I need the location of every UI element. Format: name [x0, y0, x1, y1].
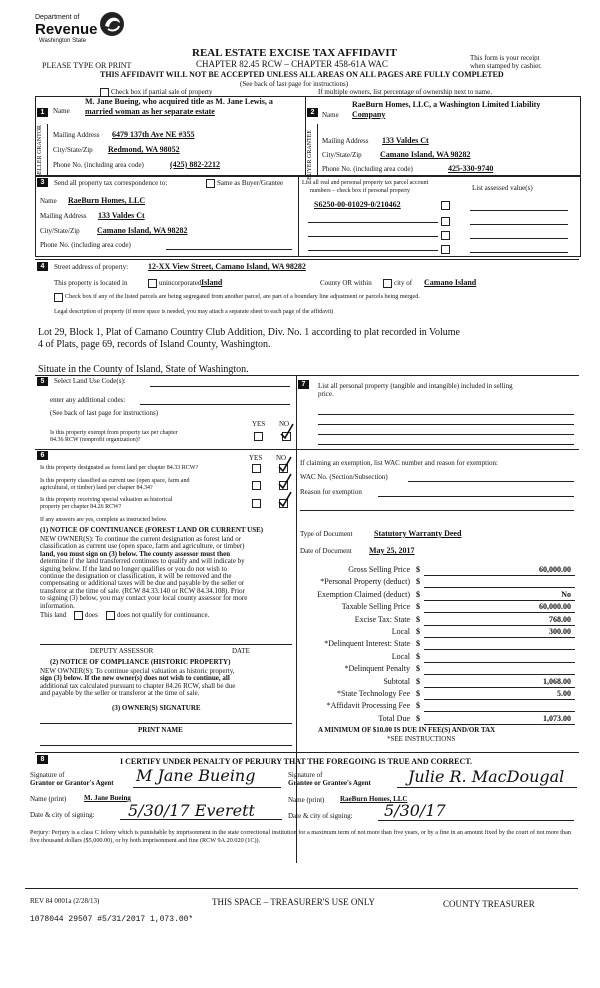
calc-value: 60,000.00 — [539, 602, 571, 612]
grantor-name-label: Name (print) — [30, 795, 67, 803]
grantee-name-label: Name (print) — [288, 796, 325, 804]
continuance-line: transferor at the time of sale. (RCW 84.33.140 or RCW 84.34.108). Prior — [40, 586, 245, 595]
forest-question: Is this property designated as forest land per chapter 84.33 RCW? — [40, 465, 199, 471]
calc-label: Local — [391, 651, 410, 661]
calc-row — [300, 639, 575, 651]
calc-currency: $ — [416, 688, 420, 698]
see-back-note: (See back of last page for instructions) — [240, 80, 349, 88]
seller-side-label: SELLER GRANTOR — [37, 125, 43, 178]
calc-label: *Personal Property (deduct) — [320, 577, 410, 587]
calc-label: *Affidavit Processing Fee — [326, 701, 410, 711]
seller-mailing-label: Mailing Address — [53, 131, 100, 139]
section6-yes-header: YES — [249, 454, 263, 462]
please-type: PLEASE TYPE OR PRINT — [42, 61, 132, 70]
assessor-date-label: DATE — [232, 647, 250, 655]
seller-city-label: City/State/Zip — [53, 146, 93, 154]
see-instructions: *SEE INSTRUCTIONS — [387, 735, 456, 743]
historic-line: additional tax calculated pursuant to chapter 84.26 RCW, shall be due — [40, 681, 236, 690]
buyer-mailing-label: Mailing Address — [322, 137, 369, 145]
buyer-side-label: BUYER GRANTEE — [307, 130, 313, 180]
calc-label: Gross Selling Price — [348, 565, 410, 574]
calc-row — [300, 615, 575, 627]
historic-line: sign (3) below. If the new owner(s) does not wish to continue, all — [40, 674, 230, 683]
county-or-label: County OR within — [320, 279, 372, 287]
current-use-no-check-mark-icon — [277, 473, 293, 490]
grantor-name: M. Jane Bueing — [84, 794, 131, 802]
section-8-badge: 8 — [37, 755, 48, 764]
grantee-name: RaeBurn Homes, LLC — [340, 795, 408, 803]
forest-no-check-mark-icon — [277, 456, 293, 473]
calc-label: *Delinquent Penalty — [344, 664, 410, 674]
calc-row — [300, 701, 575, 713]
exempt-question-1: Is this property exempt from property tax per chapter — [50, 430, 178, 436]
unincorporated-label: unincorporated — [159, 279, 202, 287]
wac-label: WAC No. (Section/Subsection) — [300, 473, 388, 481]
section6-no-header: NO — [276, 454, 287, 462]
buyer-city-label: City/State/Zip — [322, 151, 362, 159]
minimum-due-note: A MINIMUM OF $10.00 IS DUE IN FEE(S) AND/OR TAX — [318, 726, 496, 734]
calc-row — [300, 652, 575, 664]
calc-value: 300.00 — [549, 626, 571, 636]
historic-title: (2) NOTICE OF COMPLIANCE (HISTORIC PROPERTY) — [50, 658, 231, 666]
any-yes-note: If any answers are yes, complete as instructed below. — [40, 517, 168, 523]
street-address: 12-XX View Street, Camano Island, WA 98282 — [148, 262, 306, 271]
legal-line-3: Situate in the County of Island, State of Washington. — [38, 364, 249, 375]
buyer-name-line-2: Company — [352, 110, 386, 119]
agency-line-2: Revenue — [35, 21, 98, 38]
grantee-signature: Julie R. MacDougal — [408, 767, 565, 786]
form-warning: THIS AFFIDAVIT WILL NOT BE ACCEPTED UNLESS ALL AREAS ON ALL PAGES ARE FULLY COMPLETED — [100, 70, 504, 79]
tax-corr-city-label: City/State/Zip — [40, 227, 80, 235]
buyer-phone: 425-330-9740 — [448, 164, 494, 173]
county-value: Island — [201, 278, 223, 287]
city-value: Camano Island — [424, 278, 477, 287]
located-in-label: This property is located in — [54, 279, 128, 287]
calc-label: *State Technology Fee — [336, 688, 410, 698]
city-of-label: city of — [394, 279, 413, 287]
buyer-name-line-1: RaeBurn Homes, LLC, a Washington Limited Liability — [352, 100, 541, 109]
calc-currency: $ — [416, 713, 420, 723]
continuance-line: information. — [40, 601, 75, 610]
grantor-signature: M Jane Bueing — [136, 766, 256, 785]
doc-date-label: Date of Document — [300, 547, 352, 555]
print-name-label: PRINT NAME — [138, 726, 183, 734]
parcel-header-1: List all real and personal property tax parcel account — [302, 180, 429, 186]
land-does-not-checkbox[interactable] — [106, 611, 115, 620]
parcel-personal-checkbox-1[interactable] — [441, 201, 450, 210]
same-as-buyer-label: Same as Buyer/Grantee — [217, 179, 284, 187]
multiple-owners-note: If multiple owners, list percentage of ownership next to name. — [318, 88, 492, 96]
parcel-number: S6250-00-01029-0/210462 — [314, 200, 401, 209]
calc-row — [300, 627, 575, 639]
historic-question-2: property per chapter 84.26 RCW? — [40, 504, 122, 510]
calc-label: Local — [391, 626, 410, 636]
calc-label: Taxable Selling Price — [341, 602, 410, 612]
form-number: REV 84 0001a (2/28/13) — [30, 897, 100, 905]
continuance-line: signing below. If the land no longer qualifies or you do not wish to — [40, 564, 227, 573]
calc-row — [300, 602, 575, 614]
calc-currency: $ — [416, 626, 420, 636]
calc-label: Exemption Claimed (deduct) — [317, 589, 410, 599]
this-land-label: This land — [40, 611, 67, 619]
assessed-header: List assessed value(s) — [472, 184, 533, 192]
grantee-sig-label-2: Grantee or Grantee's Agent — [288, 779, 371, 787]
treasurer-stamp: 1078044 29507 #5/31/2017 1,073.00* — [30, 915, 194, 924]
partial-sale-label: Check box if partial sale of property — [111, 88, 213, 96]
street-label: Street address of property: — [54, 263, 129, 271]
continuance-body — [40, 535, 294, 609]
land-does-checkbox[interactable] — [74, 611, 83, 620]
segregated-checkbox[interactable] — [54, 293, 63, 302]
seller-phone-label: Phone No. (including area code) — [53, 161, 144, 169]
continuance-line: NEW OWNER(S): To continue the current designation as forest land or — [40, 535, 242, 543]
land-does-not-label: does not qualify for continuance. — [117, 611, 210, 619]
calc-currency: $ — [416, 701, 420, 711]
calc-currency: $ — [416, 577, 420, 587]
continuance-line: classification as current use (open space, farm and agriculture, or timber) — [40, 542, 245, 551]
historic-line: NEW OWNER(S): To continue special valuation as historic property, — [40, 667, 235, 675]
calc-row — [300, 590, 575, 602]
section-6-badge: 6 — [37, 451, 48, 460]
doc-type-label: Type of Document — [300, 530, 353, 538]
exemption-label: If claiming an exemption, list WAC number and reason for exemption: — [300, 459, 498, 467]
grantee-date-city: 5/30/17 — [384, 801, 446, 820]
section-1-badge: 1 — [37, 108, 48, 117]
section-5-badge: 5 — [37, 377, 48, 386]
tax-corr-name: RaeBurn Homes, LLC — [68, 196, 146, 205]
calc-row — [300, 577, 575, 589]
grantor-date-label: Date & city of signing: — [30, 811, 95, 819]
form-chapter: CHAPTER 82.45 RCW – CHAPTER 458-61A WAC — [196, 59, 388, 69]
owner-signature-label: (3) OWNER(S) SIGNATURE — [112, 704, 201, 712]
tax-corr-phone-label: Phone No. (including area code) — [40, 241, 131, 249]
calc-value: 60,000.00 — [539, 565, 571, 574]
section-4-badge: 4 — [37, 262, 48, 271]
treasurer-use-label: THIS SPACE – TREASURER'S USE ONLY — [212, 897, 376, 907]
reason-label: Reason for exemption — [300, 488, 362, 496]
county-treasurer-label: COUNTY TREASURER — [443, 899, 535, 909]
current-use-question-1: Is this property classified as current use (open space, farm and — [40, 478, 190, 484]
exempt-no-check-mark-icon — [279, 422, 295, 440]
receipt-note-1: This form is your receipt — [470, 54, 540, 62]
seller-name-label: Name — [53, 107, 70, 115]
exempt-question-2: 84.36 RCW (nonprofit organization)? — [50, 437, 141, 443]
continuance-line: compensating or additional taxes will be due and payable by the seller or — [40, 579, 245, 588]
grantor-sig-label-2: Grantor or Grantor's Agent — [30, 779, 114, 787]
calc-row — [300, 714, 575, 726]
seller-name-line-1: M. Jane Bueing, who acquired title as M. Jane Lewis, a — [85, 97, 273, 106]
land-does-label: does — [85, 611, 98, 619]
section-2-badge: 2 — [307, 108, 318, 117]
calc-currency: $ — [416, 565, 420, 574]
calc-label: Total Due — [378, 713, 410, 723]
parcel-personal-checkbox-4[interactable] — [441, 245, 450, 254]
grantee-sig-label-1: Signature of — [288, 771, 323, 779]
continuance-line: determine if the land transferred continues to qualify and will indicate by — [40, 557, 245, 566]
perjury-notice: Perjury: Perjury is a class C felony which is punishable by imprisonment in the state correctional institution for a maximum term of not more than five years, or by a fine in an amount fixed by the court of not more than five thousand dollars ($5,000.00), or by both imprisonment and fine (RCW 9A.20.020 (1C)). — [30, 829, 571, 844]
current-use-yes-checkbox[interactable] — [252, 481, 261, 490]
agency-line-1: Department of — [35, 14, 80, 21]
grantor-date-city: 5/30/17 Everett — [128, 801, 255, 820]
historic-question-1: Is this property receiving special valuation as historical — [40, 497, 173, 503]
seller-name-line-2: married woman as her separate estate — [85, 107, 215, 116]
receipt-note-2: when stamped by cashier. — [470, 62, 542, 70]
buyer-city: Camano Island, WA 98282 — [380, 150, 471, 159]
calc-row — [300, 664, 575, 676]
land-use-see-back: (See back of last page for instructions) — [50, 409, 159, 417]
form-title: REAL ESTATE EXCISE TAX AFFIDAVIT — [192, 47, 397, 59]
calc-value: No — [561, 589, 571, 599]
calc-currency: $ — [416, 664, 420, 674]
calc-currency: $ — [416, 589, 420, 599]
certify-statement: I CERTIFY UNDER PENALTY OF PERJURY THAT THE FOREGOING IS TRUE AND CORRECT. — [120, 757, 473, 766]
section-3-badge: 3 — [37, 178, 48, 187]
calc-value: 5.00 — [557, 688, 571, 698]
legal-line-2: 4 of Plats, page 69, records of Island County, Washington. — [38, 339, 271, 350]
additional-codes-label: enter any additional codes: — [50, 396, 126, 404]
calc-value: 768.00 — [549, 614, 571, 624]
parcel-personal-checkbox-2[interactable] — [441, 217, 450, 226]
parcel-header-2: numbers – check box if personal property — [310, 188, 410, 194]
calc-currency: $ — [416, 639, 420, 649]
calc-value: 1,073.00 — [543, 713, 571, 723]
city-checkbox[interactable] — [383, 279, 392, 288]
buyer-name-label: Name — [322, 111, 339, 119]
doc-type: Statutory Warranty Deed — [374, 529, 462, 538]
parcel-personal-checkbox-3[interactable] — [441, 231, 450, 240]
current-use-question-2: agricultural, or timber) land per chapter 84.34? — [40, 485, 153, 491]
seller-phone: (425) 882-2212 — [170, 160, 220, 169]
seller-city: Redmond, WA 98052 — [108, 145, 180, 154]
agency-line-3: Washington State — [39, 38, 87, 44]
calc-currency: $ — [416, 651, 420, 661]
personal-property-label-2: price. — [318, 390, 334, 398]
buyer-phone-label: Phone No. (including area code) — [322, 165, 413, 173]
forest-yes-checkbox[interactable] — [252, 464, 261, 473]
calc-currency: $ — [416, 614, 420, 624]
section5-no-header: NO — [279, 420, 290, 428]
dor-swirl-icon — [97, 10, 127, 38]
calc-label: *Delinquent Interest: State — [324, 639, 410, 649]
exempt-yes-checkbox[interactable] — [254, 432, 263, 441]
section-7-badge: 7 — [298, 380, 309, 389]
historic-no-check-mark-icon — [277, 491, 293, 508]
calc-label: Subtotal — [383, 676, 410, 686]
deputy-assessor-label: DEPUTY ASSESSOR — [90, 647, 154, 655]
legal-line-1: Lot 29, Block 1, Plat of Camano Country Club Addition, Div. No. 1 according to plat recorded in Volume — [38, 327, 460, 338]
doc-date: May 25, 2017 — [369, 546, 415, 555]
tax-corr-label: Send all property tax correspondence to: — [54, 179, 168, 187]
historic-body — [40, 667, 294, 697]
calc-currency: $ — [416, 602, 420, 612]
personal-property-label-1: List all personal property (tangible and intangible) included in selling — [318, 382, 513, 390]
section5-yes-header: YES — [252, 420, 266, 428]
tax-calculation-table — [300, 565, 575, 726]
continuance-line: continue the designation or classification, it will be removed and the — [40, 571, 232, 580]
calc-label: Excise Tax: State — [354, 614, 410, 624]
tax-corr-city: Camano Island, WA 98282 — [97, 226, 188, 235]
calc-value: 1,068.00 — [543, 676, 571, 686]
continuance-line: to signing (3) below, you may contact your local county assessor for more — [40, 594, 248, 603]
dor-logo — [35, 10, 130, 46]
buyer-mailing: 133 Valdes Ct — [382, 136, 429, 145]
continuance-title: (1) NOTICE OF CONTINUANCE (FOREST LAND OR CURRENT USE) — [40, 526, 264, 534]
continuance-line: land, you must sign on (3) below. The county assessor must then — [40, 549, 231, 558]
seller-mailing: 6479 137th Ave NE #355 — [112, 130, 195, 139]
tax-corr-name-label: Name — [40, 197, 57, 205]
same-as-buyer-checkbox[interactable] — [206, 179, 215, 188]
tax-corr-mailing: 133 Valdes Ct — [98, 211, 145, 220]
unincorporated-checkbox[interactable] — [148, 279, 157, 288]
historic-line: and payable by the seller or transferor at the time of sale. — [40, 689, 200, 698]
calc-row — [300, 689, 575, 701]
calc-row — [300, 565, 575, 577]
land-use-label: Select Land Use Code(s): — [54, 377, 126, 385]
tax-corr-mailing-label: Mailing Address — [40, 212, 87, 220]
grantee-date-label: Date & city of signing: — [288, 812, 353, 820]
calc-row — [300, 677, 575, 689]
historic-yes-checkbox[interactable] — [252, 499, 261, 508]
segregated-label: Check box if any of the listed parcels are being segregated from another parcel, are part of a boundary line adjustment or parcels being merged. — [65, 293, 420, 300]
legal-description-label: Legal description of property (if more space is needed, you may attach a separate sheet to each page of the affidavit) — [54, 309, 334, 315]
calc-currency: $ — [416, 676, 420, 686]
grantor-sig-label-1: Signature of — [30, 771, 65, 779]
